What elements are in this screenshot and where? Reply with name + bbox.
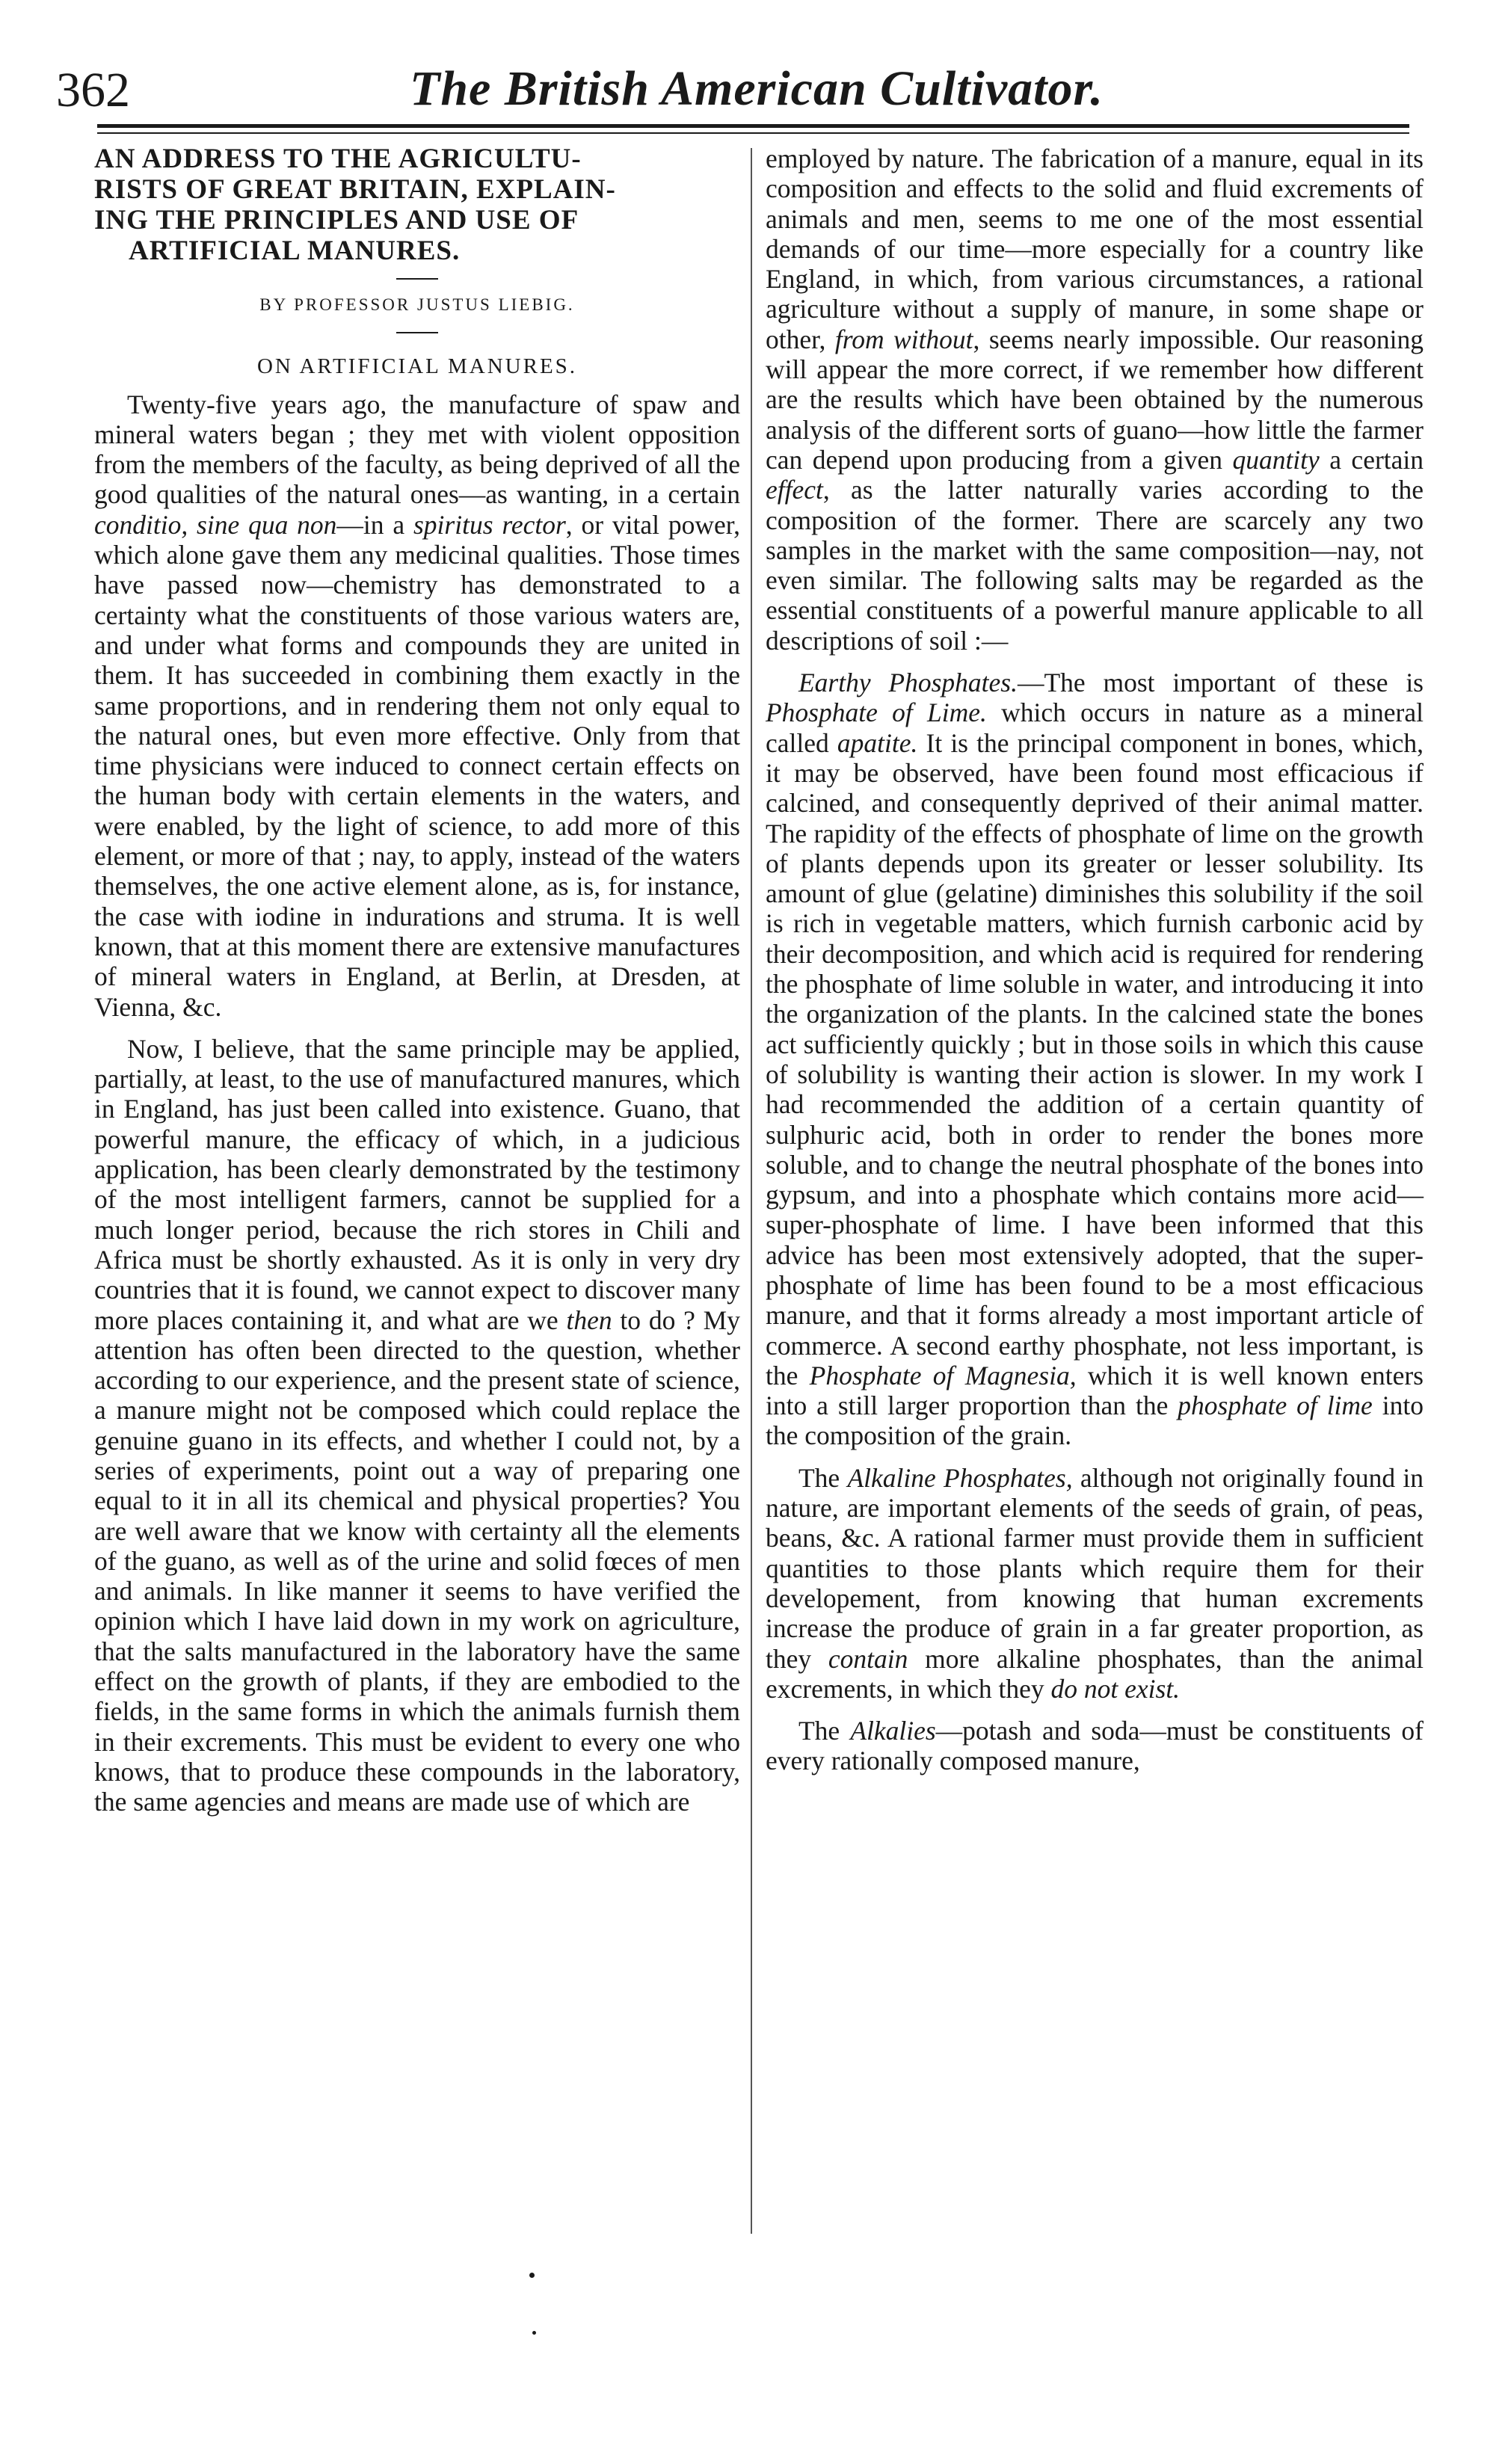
running-header-title: The British American Cultivator. — [410, 61, 1104, 116]
title-line: RISTS OF GREAT BRITAIN, EXPLAIN- — [94, 174, 616, 205]
paragraph: Twenty-five years ago, the manufacture of spaw and mineral waters began ; they met with violent opposition from the members of the faculty, as being deprived of all the good qualities of the natural ones—as wanting, in a certain conditio, sine qua non—in a spiritus rector, or vital power, which alone gave them any medicinal qualities. Those times have passed now—chemistry has demonstrated to a certainty what the constituents of those various waters are, and under what forms and compounds they are united in them. It has succeeded in combining them exactly in the same proportions, and in rendering them not only equal to the natural ones, but even more effective. Only from that time physicians were induced to connect certain effects on the human body with certain elements in the waters, and were enabled, by the light of science, to add more of this element, or more of that ; nay, to apply, instead of the waters themselves, the one active element alone, as is, for instance, the case with iodine in indurations and struma. It is well known, that at this moment there are extensive manufactures of mineral waters in England, at Berlin, at Dresden, at Vienna, &c. — [94, 389, 740, 1022]
page-number: 362 — [56, 63, 130, 117]
print-mark — [529, 2273, 535, 2278]
title-divider — [396, 278, 438, 280]
header-rule-thin — [97, 132, 1409, 134]
article-title — [94, 144, 740, 266]
header-rule-thick — [97, 124, 1409, 128]
section-heading: ON ARTIFICIAL MANURES. — [256, 354, 578, 379]
paragraph: employed by nature. The fabrication of a manure, equal in its composition and effects to the solid and fluid excrements of animals and men, seems to me one of the most essential demands of our time—more especially for a country like England, in which, from various circumstances, a rational agriculture without a supply of manure, in some shape or other, from without, seems nearly impossible. Our reasoning will appear the more correct, if we remember how different are the results which have been obtained by the numerous analysis of the different sorts of guano—how little the farmer can depend upon producing from a given quantity a certain effect, as the latter naturally varies according to the composition of the former. There are scarcely any two samples in the market with the same composition—nay, not even similar. The following salts may be regarded as the essential constituents of a powerful manure applicable to all descriptions of soil :— — [766, 144, 1424, 656]
byline-divider — [396, 332, 438, 333]
title-line: ARTIFICIAL MANURES. — [129, 235, 461, 266]
print-mark — [532, 2331, 536, 2335]
paragraph: Now, I believe, that the same principle may be applied, partially, at least, to the use of manufactured manures, which in England, has just been called into existence. Guano, that powerful manure, the efficacy of which, in a judicious application, has been clearly demonstrated by the testimony of the most intelligent farmers, cannot be supplied for a much longer period, because the rich stores in Chili and Africa must be shortly exhausted. As it is only in very dry countries that it is found, we cannot expect to discover many more places containing it, and what are we then to do ? My attention has often been directed to the question, whether according to our experience, and the present state of science, a manure might not be composed which could replace the genuine guano in its effects, and whether I could not, by a series of experiments, point out a way of preparing one equal to it in all its chemical and physical properties? You are well aware that we know with certainty all the elements of the guano, as well as of the urine and solid fœces of men and animals. In like manner it seems to have verified the opinion which I have laid down in my work on agriculture, that the salts manufactured in the laboratory have the same effect on the growth of plants, if they are embodied to the fields, in the same forms in which the animals furnish them in their excrements. This must be evident to every one who knows, that to produce these compounds in the laboratory, the same agencies and means are made use of which are — [94, 1033, 740, 1817]
byline: BY PROFESSOR JUSTUS LIEBIG. — [259, 295, 575, 314]
column-divider — [751, 148, 752, 2234]
left-column — [94, 144, 740, 1817]
paragraph: The Alkalies—potash and soda—must be constituents of every rationally composed manure, — [766, 1716, 1424, 1776]
paragraph: Earthy Phosphates.—The most important of these is Phosphate of Lime. which occurs in nature as a mineral called apatite. It is the principal component in bones, which, it may be observed, have been found most efficacious if calcined, and consequently deprived of their animal matter. The rapidity of the effects of phosphate of lime on the growth of plants depends upon its greater or lesser solubility. Its amount of glue (gelatine) diminishes this solubility if the soil is rich in vegetable matters, which furnish carbonic acid by their decomposition, and which acid is required for rendering the phosphate of lime soluble in water, and introducing it into the organization of the plants. In the calcined state the bones act sufficiently quickly ; but in those soils in which this cause of solubility is wanting their action is slower. In my work I had recommended the addition of a certain quantity of sulphuric acid, both in order to render the bones more soluble, and to change the neutral phosphate of the bones into gypsum, and into a phosphate which contains more acid—super-phosphate of lime. I have been informed that this advice has been most extensively adopted, that the super-phosphate of lime has been found to be a most efficacious manure, and that it forms already a most important article of commerce. A second earthy phosphate, not less important, is the Phosphate of Magnesia, which it is well known enters into a still larger proportion than the phosphate of lime into the composition of the grain. — [766, 668, 1424, 1451]
title-line: ING THE PRINCIPLES AND USE OF — [94, 205, 579, 235]
title-line: AN ADDRESS TO THE AGRICULTU- — [94, 144, 582, 174]
paragraph: The Alkaline Phosphates, although not originally found in nature, are important elements of the seeds of grain, of peas, beans, &c. A rational farmer must provide them in sufficient quantities to those plants which require them for their developement, from knowing that human excrements increase the produce of grain in a far greater proportion, as they contain more alkaline phosphates, than the animal excrements, in which they do not exist. — [766, 1462, 1424, 1704]
right-column — [766, 144, 1424, 1776]
